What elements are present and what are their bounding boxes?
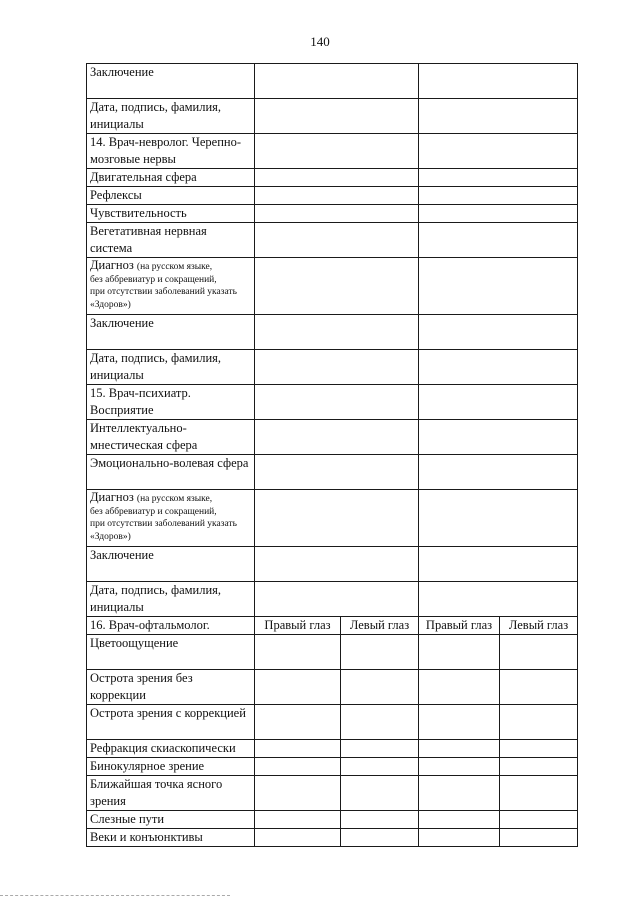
row-label: 15. Врач-психиатр. Восприятие: [87, 385, 255, 420]
page-number: 140: [310, 34, 330, 49]
diagnosis-note: «Здоров»): [90, 299, 131, 310]
field-cell[interactable]: [255, 547, 419, 582]
field-cell[interactable]: [255, 385, 419, 420]
row-label: Цветоощущение: [87, 635, 255, 670]
field-cell[interactable]: [255, 134, 419, 169]
field-cell[interactable]: [341, 811, 419, 829]
field-cell[interactable]: [255, 64, 419, 99]
field-cell[interactable]: [255, 758, 341, 776]
row-label: Дата, подпись, фамилия, инициалы: [87, 350, 255, 385]
field-cell[interactable]: [500, 811, 578, 829]
medical-exam-form-table: [86, 63, 578, 847]
diagnosis-label: [87, 258, 255, 315]
field-cell[interactable]: [255, 811, 341, 829]
column-header-right-eye: Правый глаз: [255, 617, 341, 635]
field-cell[interactable]: [419, 547, 578, 582]
field-cell[interactable]: [419, 582, 578, 617]
field-cell[interactable]: [255, 205, 419, 223]
field-cell[interactable]: [500, 670, 578, 705]
row-label: Вегетативная нервная система: [87, 223, 255, 258]
field-cell[interactable]: [419, 169, 578, 187]
field-cell[interactable]: [255, 582, 419, 617]
field-cell[interactable]: [419, 758, 500, 776]
diagnosis-note: без аббревиатур и сокращений,: [90, 274, 217, 285]
diagnosis-note: (на русском языке,: [136, 262, 213, 272]
field-cell[interactable]: [419, 64, 578, 99]
field-cell[interactable]: [255, 187, 419, 205]
diagnosis-note: (на русском языке,: [136, 494, 213, 504]
field-cell[interactable]: [419, 811, 500, 829]
field-cell[interactable]: [419, 223, 578, 258]
field-cell[interactable]: [255, 315, 419, 350]
field-cell[interactable]: [341, 758, 419, 776]
field-cell[interactable]: [341, 740, 419, 758]
field-cell[interactable]: [255, 350, 419, 385]
field-cell[interactable]: [255, 670, 341, 705]
field-cell[interactable]: [419, 99, 578, 134]
field-cell[interactable]: [341, 635, 419, 670]
column-header-left-eye: Левый глаз: [500, 617, 578, 635]
row-label: Рефракция скиаскопически: [87, 740, 255, 758]
row-label: Рефлексы: [87, 187, 255, 205]
field-cell[interactable]: [255, 490, 419, 547]
diagnosis-note: при отсутствии заболеваний указать: [90, 287, 237, 297]
row-label: Острота зрения без коррекции: [87, 670, 255, 705]
diagnosis-title: Диагноз: [90, 258, 134, 272]
field-cell[interactable]: [500, 758, 578, 776]
field-cell[interactable]: [341, 670, 419, 705]
field-cell[interactable]: [419, 205, 578, 223]
row-label: Дата, подпись, фамилия, инициалы: [87, 99, 255, 134]
field-cell[interactable]: [419, 740, 500, 758]
field-cell[interactable]: [419, 670, 500, 705]
row-label: Ближайшая точка ясного зрения: [87, 776, 255, 811]
field-cell[interactable]: [255, 635, 341, 670]
row-label: Слезные пути: [87, 811, 255, 829]
field-cell[interactable]: [419, 258, 578, 315]
field-cell[interactable]: [341, 829, 419, 847]
row-label: Веки и конъюнктивы: [87, 829, 255, 847]
row-label: Заключение: [87, 315, 255, 350]
field-cell[interactable]: [419, 455, 578, 490]
row-label: Заключение: [87, 547, 255, 582]
field-cell[interactable]: [419, 776, 500, 811]
field-cell[interactable]: [419, 420, 578, 455]
field-cell[interactable]: [255, 258, 419, 315]
field-cell[interactable]: [419, 829, 500, 847]
field-cell[interactable]: [255, 455, 419, 490]
diagnosis-title: Диагноз: [90, 490, 134, 504]
field-cell[interactable]: [341, 705, 419, 740]
field-cell[interactable]: [500, 635, 578, 670]
diagnosis-note: без аббревиатур и сокращений,: [90, 506, 217, 517]
field-cell[interactable]: [255, 223, 419, 258]
row-label: Острота зрения с коррекцией: [87, 705, 255, 740]
row-label: Двигательная сфера: [87, 169, 255, 187]
field-cell[interactable]: [255, 740, 341, 758]
row-label: 14. Врач-невролог. Черепно-мозговые нервы: [87, 134, 255, 169]
field-cell[interactable]: [500, 740, 578, 758]
field-cell[interactable]: [255, 776, 341, 811]
column-header-left-eye: Левый глаз: [341, 617, 419, 635]
field-cell[interactable]: [255, 829, 341, 847]
diagnosis-label: [87, 490, 255, 547]
field-cell[interactable]: [255, 705, 341, 740]
field-cell[interactable]: [500, 705, 578, 740]
field-cell[interactable]: [341, 776, 419, 811]
field-cell[interactable]: [419, 705, 500, 740]
row-label: Эмоционально-волевая сфера: [87, 455, 255, 490]
row-label: Заключение: [87, 64, 255, 99]
field-cell[interactable]: [255, 420, 419, 455]
ophthalmology-title: 16. Врач-офтальмолог.: [87, 617, 255, 635]
diagnosis-note: «Здоров»): [90, 531, 131, 542]
field-cell[interactable]: [419, 187, 578, 205]
field-cell[interactable]: [255, 169, 419, 187]
diagnosis-note: при отсутствии заболеваний указать: [90, 519, 237, 529]
row-label: Чувствительность: [87, 205, 255, 223]
field-cell[interactable]: [500, 829, 578, 847]
row-label: Дата, подпись, фамилия, инициалы: [87, 582, 255, 617]
field-cell[interactable]: [419, 134, 578, 169]
row-label: Бинокулярное зрение: [87, 758, 255, 776]
field-cell[interactable]: [419, 490, 578, 547]
column-header-right-eye: Правый глаз: [419, 617, 500, 635]
field-cell[interactable]: [500, 776, 578, 811]
field-cell[interactable]: [255, 99, 419, 134]
field-cell[interactable]: [419, 385, 578, 420]
field-cell[interactable]: [419, 350, 578, 385]
scan-edge-line: [0, 895, 230, 896]
row-label: Интеллектуально-мнестическая сфера: [87, 420, 255, 455]
field-cell[interactable]: [419, 635, 500, 670]
field-cell[interactable]: [419, 315, 578, 350]
